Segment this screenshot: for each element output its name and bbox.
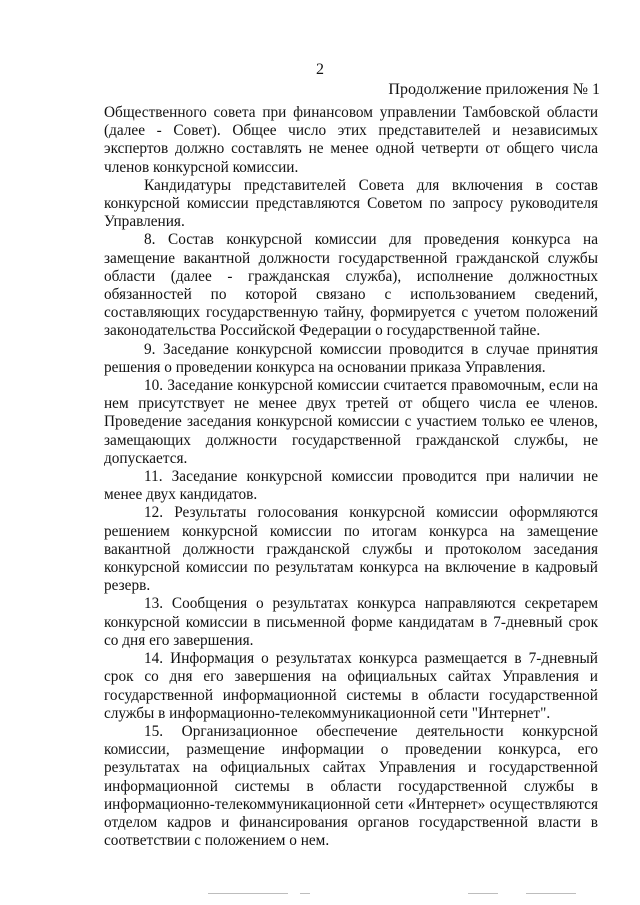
scan-mark xyxy=(468,893,498,894)
paragraph-9: 9. Заседание конкурсной комиссии проводится в случае принятия решения о проведении конкурса на основании приказа Управления. xyxy=(104,340,598,376)
paragraph-council-candidates: Кандидатуры представителей Совета для включения в состав конкурсной комиссии представляются Советом по запросу руководителя Управления. xyxy=(104,176,598,231)
paragraph-13: 13. Сообщения о результатах конкурса направляются секретарем конкурсной комиссии в письменной форме кандидатам в 7-дневный срок со дня его завершения. xyxy=(104,595,598,649)
paragraph-11: 11. Заседание конкурсной комиссии проводится при наличии не менее двух кандидатов. xyxy=(104,468,598,504)
paragraph-12: 12. Результаты голосования конкурсной комиссии оформляются решением конкурсной комиссии по итогам конкурса на замещение вакантной должности гражданской службы и протоколом заседания конкурсной комиссии по результатам конкурса на включение в кадровый резерв. xyxy=(104,504,598,595)
scan-mark xyxy=(300,893,310,894)
scan-mark xyxy=(526,893,576,894)
page-number: 2 xyxy=(316,61,324,78)
paragraph-continuation: Общественного совета при финансовом управлении Тамбовской области (далее - Совет). Общее число этих представителей и независимых экспертов должно составлять не менее одной четверти от общего числа членов конкурсной комиссии. xyxy=(104,104,598,176)
document-body xyxy=(104,104,598,850)
paragraph-10: 10. Заседание конкурсной комиссии считается правомочным, если на нем присутствует не менее двух третей от общего числа ее членов. Проведение заседания конкурсной комиссии с участием только ее членов, замещающих должности государственной гражданской службы, не допускается. xyxy=(104,377,598,467)
paragraph-8: 8. Состав конкурсной комиссии для проведения конкурса на замещение вакантной должности государственной гражданской службы области (далее - гражданская служба), исполнение должностных обязанностей по которой связано с использованием сведений, составляющих государственную тайну, формируется с учетом положений законодательства Российской Федерации о государственной тайне. xyxy=(104,231,598,340)
paragraph-15: 15. Организационное обеспечение деятельности конкурсной комиссии, размещение информации о проведении конкурса, его результатах на официальных сайтах Управления и государственной информационной системы в области государственной службы в информационно-телекоммуникационной сети «Интернет» осуществляются отделом кадров и финансирования органов государственной власти в соответствии с положением о нем. xyxy=(104,722,598,850)
paragraph-14: 14. Информация о результатах конкурса размещается в 7-дневный срок со дня его завершения на официальных сайтах Управления и государственной информационной системы в области государственной службы в информационно-телекоммуникационной сети "Интернет". xyxy=(104,650,598,722)
scan-edge-marks xyxy=(0,893,640,897)
appendix-header: Продолжение приложения № 1 xyxy=(388,81,600,98)
scan-mark xyxy=(208,893,288,894)
